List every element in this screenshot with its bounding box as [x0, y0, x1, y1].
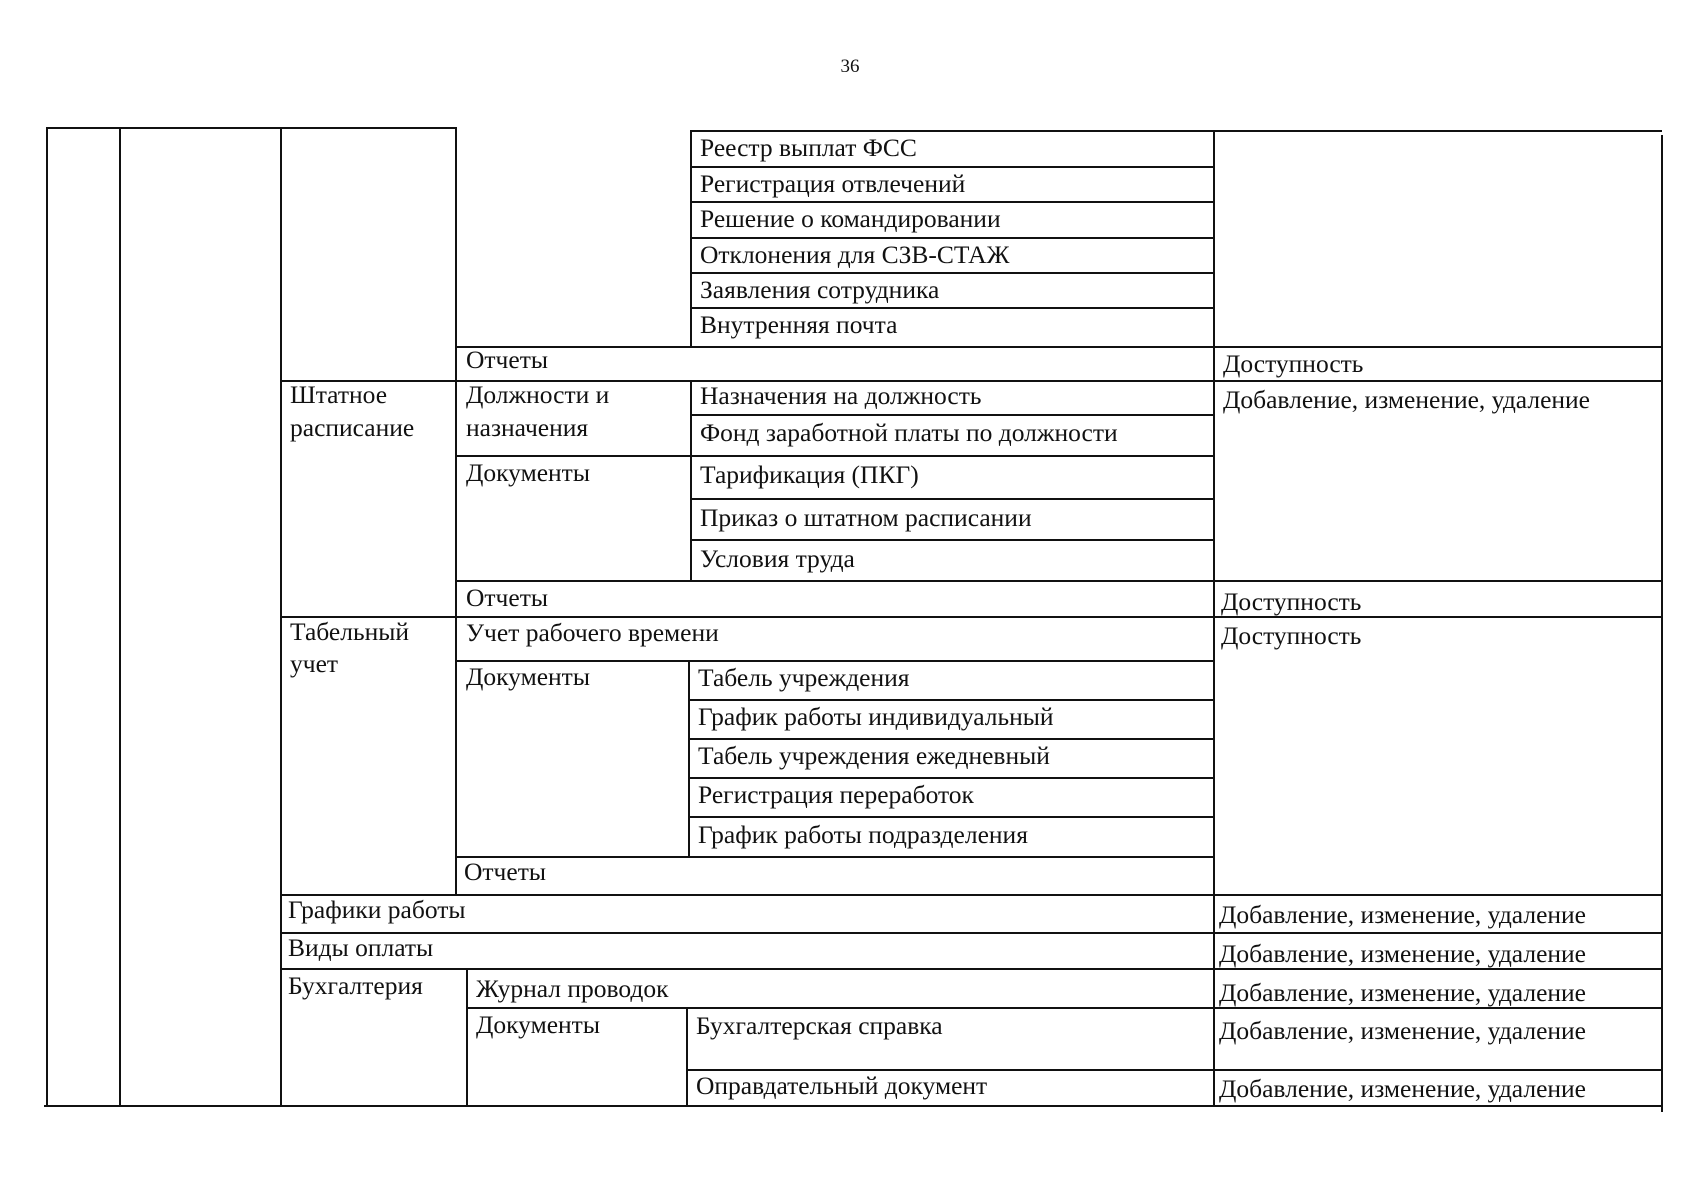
group-otchety: Отчеты [464, 857, 546, 886]
section-grafiki-raboty: Графики работы [288, 895, 466, 924]
group-zhurnal-provodok: Журнал проводок [476, 974, 669, 1003]
table-border-top [46, 127, 456, 129]
item-tarifikaciya: Тарификация (ПКГ) [700, 460, 919, 489]
group-otchety: Отчеты [466, 345, 548, 374]
section-buhgalteriya: Бухгалтерия [288, 971, 423, 1000]
item-prikaz-shtat: Приказ о штатном расписании [700, 503, 1032, 532]
item-opravdatelnyy-dokument: Оправдательный документ [696, 1071, 988, 1100]
row-line [690, 237, 1214, 239]
item-tabel-ezhednevnyy: Табель учреждения ежедневный [698, 741, 1050, 770]
section-tabelnyy-uchet: Табельный [290, 617, 409, 646]
access-add-edit-delete: Добавление, изменение, удаление [1219, 939, 1586, 968]
access-add-edit-delete: Добавление, изменение, удаление [1219, 900, 1586, 929]
item-registraciya-pererabotok: Регистрация переработок [698, 780, 974, 809]
section-shtatnoe-raspisanie: Штатное [290, 380, 388, 409]
column-divider-4d [686, 1007, 688, 1107]
item-reestr-fss: Реестр выплат ФСС [700, 133, 917, 162]
group-uchet-rabochego-vremeni: Учет рабочего времени [466, 618, 719, 647]
access-dostupnost: Доступность [1221, 587, 1362, 616]
item-reshenie-o-komandirovanii: Решение о командировании [700, 204, 1001, 233]
table-border-bottom [44, 1105, 1662, 1107]
access-dostupnost: Доступность [1223, 349, 1364, 378]
item-zayavleniya-sotrudnika: Заявления сотрудника [700, 275, 940, 304]
access-dostupnost: Доступность [1221, 621, 1362, 650]
item-tabel-uchrezhdeniya: Табель учреждения [698, 663, 910, 692]
item-otkloneniya-szv-stazh: Отклонения для СЗВ-СТАЖ [700, 240, 1010, 269]
column-divider-5 [1213, 130, 1215, 1107]
table-border-left [46, 127, 48, 1107]
row-line [280, 932, 1662, 934]
row-line [690, 272, 1214, 274]
group-otchety: Отчеты [466, 583, 548, 612]
column-divider-4c [688, 660, 690, 856]
row-line [690, 201, 1214, 203]
item-usloviya-truda: Условия труда [700, 544, 855, 573]
row-line [280, 894, 1662, 896]
group-dolzhnosti: Должности и [466, 380, 610, 409]
column-divider-3 [455, 127, 457, 895]
row-line [688, 699, 1214, 701]
group-dolzhnosti-line2: назначения [466, 413, 589, 442]
group-dokumenty: Документы [466, 662, 590, 691]
access-add-edit-delete: Добавление, изменение, удаление [1219, 978, 1586, 1007]
section-vidy-oplaty: Виды оплаты [288, 933, 434, 962]
access-add-edit-delete: Добавление, изменение, удаление [1223, 385, 1590, 414]
row-line [455, 580, 1662, 582]
section-shtatnoe-raspisanie-line2: расписание [290, 413, 415, 442]
row-line [688, 738, 1214, 740]
item-naznacheniya: Назначения на должность [700, 381, 982, 410]
row-line [690, 498, 1214, 500]
column-divider-1 [119, 127, 121, 1107]
item-grafik-podrazdeleniya: График работы подразделения [698, 820, 1028, 849]
row-line [688, 816, 1214, 818]
row-line [690, 130, 1662, 132]
group-dokumenty: Документы [466, 458, 590, 487]
item-registraciya-otvlecheniy: Регистрация отвлечений [700, 169, 966, 198]
row-line [688, 777, 1214, 779]
row-line [690, 539, 1214, 541]
row-line [455, 856, 1214, 858]
item-vnutrennyaya-pochta: Внутренняя почта [700, 310, 898, 339]
table-border-right [1661, 135, 1663, 1112]
item-grafik-individualnyy: График работы индивидуальный [698, 702, 1054, 731]
group-dokumenty: Документы [476, 1010, 600, 1039]
column-divider-4b [690, 380, 692, 580]
access-add-edit-delete: Добавление, изменение, удаление [1219, 1016, 1586, 1045]
column-divider-3b [466, 968, 468, 1107]
access-add-edit-delete: Добавление, изменение, удаление [1219, 1074, 1586, 1103]
row-line [455, 346, 1662, 348]
page-number: 36 [840, 56, 860, 77]
section-tabelnyy-uchet-line2: учет [290, 649, 339, 678]
row-line [690, 166, 1214, 168]
item-buhgalterskaya-spravka: Бухгалтерская справка [696, 1011, 943, 1040]
row-line [690, 307, 1214, 309]
row-line [690, 414, 1214, 416]
row-line [455, 455, 1214, 457]
item-fond-zarplaty: Фонд заработной платы по должности [700, 418, 1118, 447]
